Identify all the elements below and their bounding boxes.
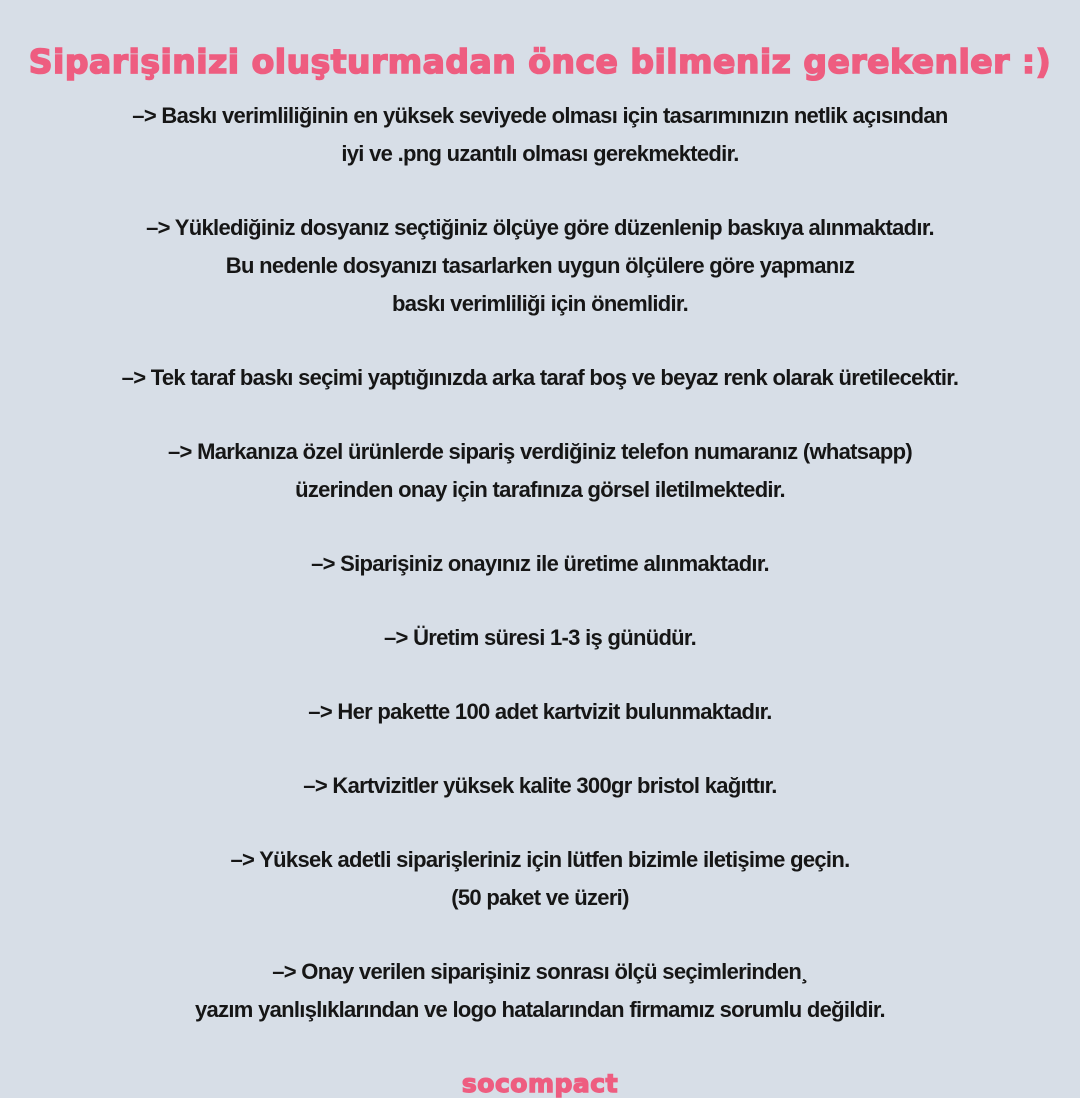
paragraph-production-approval (311, 545, 769, 583)
paragraph-line: –> Baskı verimliliğinin en yüksek seviyede olması için tasarımınızın netlik açısından (132, 103, 948, 128)
paragraph-whatsapp-approval (168, 433, 912, 509)
paragraph-line: –> Yüksek adetli siparişleriniz için lütfen bizimle iletişime geçin. (230, 847, 850, 872)
paragraph-line: baskı verimliliği için önemlidir. (391, 291, 688, 316)
paragraph-line: –> Kartvizitler yüksek kalite 300gr bristol kağıttır. (303, 773, 777, 798)
brand-logo: socompact (461, 1069, 619, 1098)
paragraph-line: –> Onay verilen siparişiniz sonrası ölçü seçimlerinden¸ (272, 959, 808, 984)
paragraph-liability-disclaimer (195, 953, 885, 1029)
paragraph-paper-quality (303, 767, 776, 805)
paragraph-file-dimensions (146, 209, 934, 323)
paragraph-line: –> Yüklediğiniz dosyanız seçtiğiniz ölçüye göre düzenlenip baskıya alınmaktadır. (146, 215, 934, 240)
paragraph-line: –> Markanıza özel ürünlerde sipariş verdiğiniz telefon numaranız (whatsapp) (168, 439, 912, 464)
paragraph-line: –> Siparişiniz onayınız ile üretime alınmaktadır. (311, 551, 769, 576)
page-title: Siparişinizi oluşturmadan önce bilmeniz gerekenler :) (28, 42, 1052, 81)
paragraph-package-quantity (308, 693, 771, 731)
paragraph-line: –> Tek taraf baskı seçimi yaptığınızda arka taraf boş ve beyaz renk olarak üretilecektir. (121, 365, 959, 390)
paragraph-line: yazım yanlışlıklarından ve logo hatalarından firmamız sorumlu değildir. (195, 997, 885, 1022)
paragraph-line: üzerinden onay için tarafınıza görsel iletilmektedir. (295, 477, 785, 502)
paragraph-production-time (384, 619, 696, 657)
paragraph-line: iyi ve .png uzantılı olması gerekmektedir. (341, 141, 739, 166)
paragraph-line: Bu nedenle dosyanızı tasarlarken uygun ölçülere göre yapmanız (225, 253, 855, 278)
paragraph-line: –> Üretim süresi 1-3 iş günüdür. (384, 625, 696, 650)
paragraph-line: –> Her pakette 100 adet kartvizit bulunmaktadır. (308, 699, 772, 724)
paragraph-bulk-orders (231, 841, 850, 917)
paragraph-file-format (132, 97, 947, 173)
paragraph-line: (50 paket ve üzeri) (451, 885, 629, 910)
paragraph-single-side-print (122, 359, 959, 397)
